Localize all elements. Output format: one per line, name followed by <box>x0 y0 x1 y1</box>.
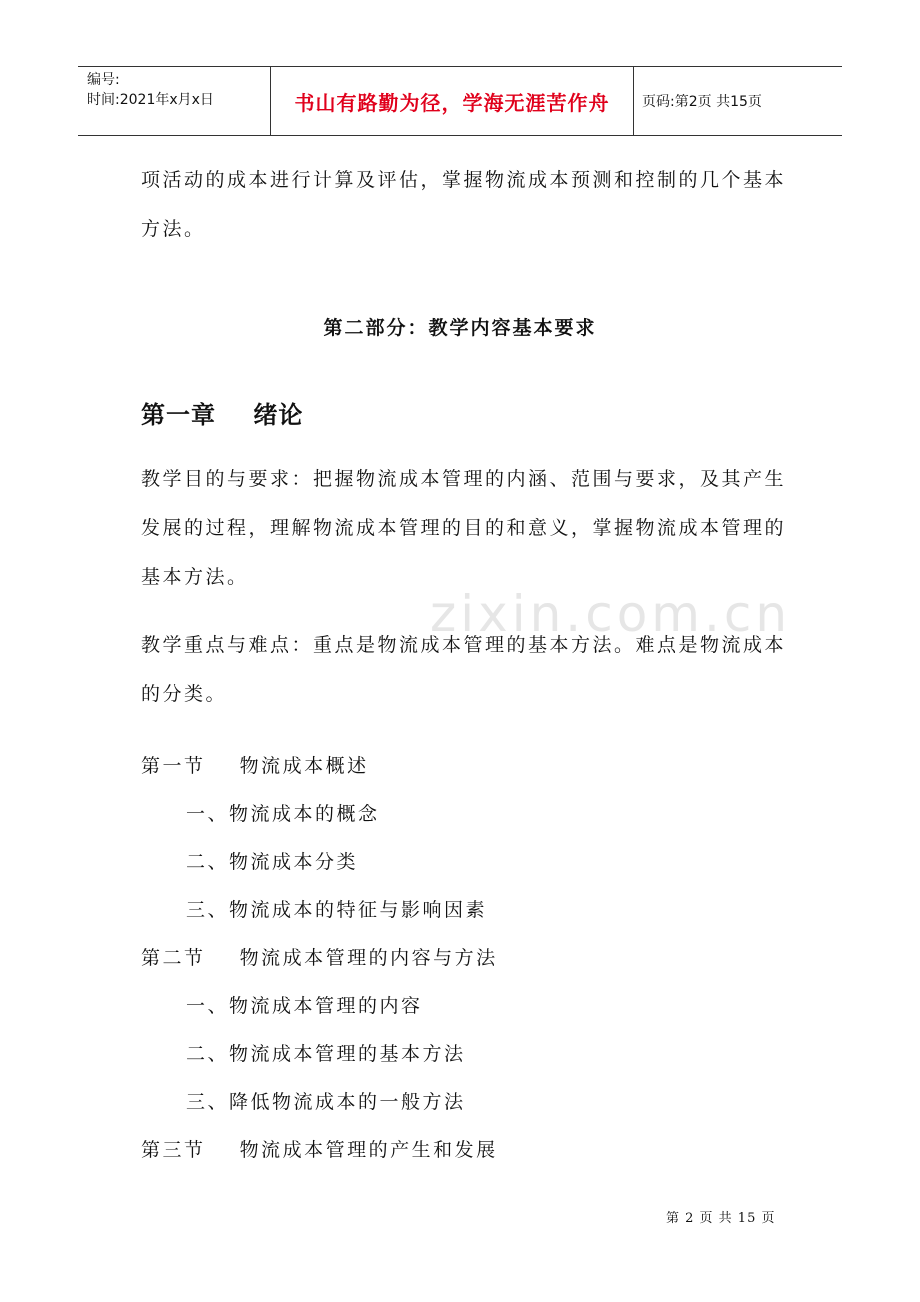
toc-item: 二、物流成本分类 <box>186 851 359 873</box>
part-title: 第二部分：教学内容基本要求 <box>323 317 597 339</box>
page-footer: 第 2 页 共 15 页 <box>666 1211 776 1226</box>
header-page-label: 页码:第2页 共15页 <box>642 94 762 110</box>
watermark: zixin.com.cn <box>430 585 792 643</box>
toc-item: 一、物流成本管理的内容 <box>186 995 423 1017</box>
header-meta <box>78 67 271 135</box>
toc-section-1: 第一节 物流成本概述 <box>141 755 369 777</box>
objectives-line-2: 发展的过程，理解物流成本管理的目的和意义，掌握物流成本管理的 <box>141 517 787 539</box>
toc-item: 三、降低物流成本的一般方法 <box>186 1091 466 1113</box>
chapter-title: 第一章 绪论 <box>141 401 304 429</box>
objectives-line-3: 基本方法。 <box>141 566 249 588</box>
keypoints-line-2: 的分类。 <box>141 683 228 705</box>
toc-section-2: 第二节 物流成本管理的内容与方法 <box>141 947 498 969</box>
page-header <box>78 66 842 136</box>
number-label: 编号: <box>87 72 120 88</box>
intro-line-1: 项活动的成本进行计算及评估，掌握物流成本预测和控制的几个基本 <box>141 169 787 191</box>
time-label: 时间:2021年x月x日 <box>87 92 214 108</box>
toc-item: 二、物流成本管理的基本方法 <box>186 1043 466 1065</box>
intro-line-2: 方法。 <box>141 218 206 240</box>
objectives-line-1: 教学目的与要求：把握物流成本管理的内涵、范围与要求，及其产生 <box>141 468 787 490</box>
toc-item: 三、物流成本的特征与影响因素 <box>186 899 488 921</box>
toc-section-3: 第三节 物流成本管理的产生和发展 <box>141 1139 498 1161</box>
toc-item: 一、物流成本的概念 <box>186 803 380 825</box>
header-motto: 书山有路勤为径，学海无涯苦作舟 <box>271 67 634 135</box>
keypoints-line-1: 教学重点与难点：重点是物流成本管理的基本方法。难点是物流成本 <box>141 634 787 656</box>
